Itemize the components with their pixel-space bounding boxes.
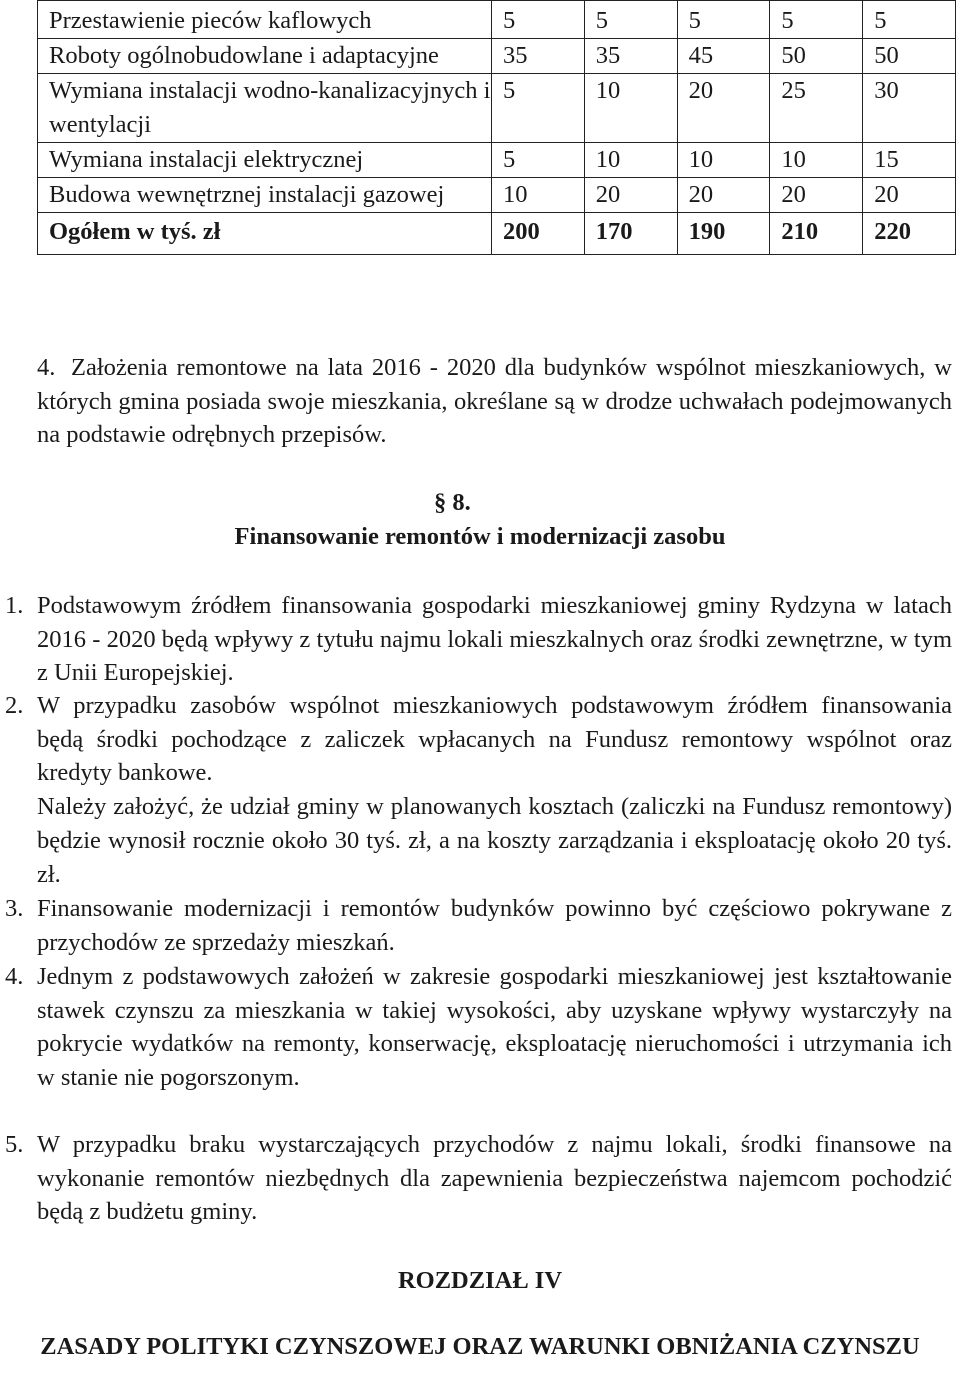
row-label: Wymiana instalacji wodno-kanalizacyjnych i wentylacji	[38, 74, 492, 143]
list-item	[0, 1128, 952, 1229]
row-label: Przestawienie pieców kaflowych	[38, 1, 492, 39]
item-number: 1.	[5, 592, 24, 619]
item-number: 5.	[5, 1131, 24, 1158]
cell-value: 20	[677, 178, 770, 213]
table-row	[38, 74, 956, 143]
cell-value: 50	[863, 39, 956, 74]
cell-value: 5	[584, 1, 677, 39]
table-total-row	[38, 213, 956, 255]
cell-value: 35	[584, 39, 677, 74]
section-sign: § 8.	[434, 489, 471, 516]
chapter-label: ROZDZIAŁ IV	[397, 1267, 563, 1294]
cell-value: 5	[863, 1, 956, 39]
cell-value: 10	[584, 143, 677, 178]
total-value: 170	[584, 213, 677, 255]
item-number: 3.	[5, 895, 24, 922]
cell-value: 20	[863, 178, 956, 213]
item-text: W przypadku zasobów wspólnot mieszkaniowych podstawowym źródłem finansowania będą środki pochodzące z zaliczek wpłacanych na Fundusz remontowy wspólnot oraz kredyty bankowe.	[37, 692, 952, 787]
table-row	[38, 1, 956, 39]
list-item	[0, 892, 952, 959]
cell-value: 20	[770, 178, 863, 213]
table-row	[38, 143, 956, 178]
cell-value: 10	[677, 143, 770, 178]
renovation-costs-table	[37, 0, 956, 255]
row-label: Roboty ogólnobudowlane i adaptacyjne	[38, 39, 492, 74]
item-number: 4.	[5, 963, 24, 990]
cell-value: 30	[863, 74, 956, 143]
cell-value: 25	[770, 74, 863, 143]
paragraph-number: 4.	[37, 354, 56, 381]
item-text: W przypadku braku wystarczających przychodów z najmu lokali, środki finansowe na wykonanie remontów niezbędnych dla zapewnienia bezpieczeństwa najemcom pochodzić będą z budżetu gminy.	[37, 1131, 952, 1226]
cell-value: 10	[492, 178, 585, 213]
table-row	[38, 178, 956, 213]
item-text-continued: Należy założyć, że udział gminy w planowanych kosztach (zaliczki na Fundusz remontowy) będzie wynosił rocznie około 30 tyś. zł, a na koszty zarządzania i eksploatację około 20 tyś. zł.	[37, 793, 952, 888]
cell-value: 20	[584, 178, 677, 213]
cell-value: 5	[492, 74, 585, 143]
row-label: Budowa wewnętrznej instalacji gazowej	[38, 178, 492, 213]
cell-value: 20	[677, 74, 770, 143]
cell-value: 10	[584, 74, 677, 143]
total-value: 190	[677, 213, 770, 255]
item-text: Finansowanie modernizacji i remontów budynków powinno być częściowo pokrywane z przychodów ze sprzedaży mieszkań.	[37, 895, 952, 956]
total-value: 200	[492, 213, 585, 255]
item-number: 2.	[5, 692, 24, 719]
cell-value: 10	[770, 143, 863, 178]
chapter-title: ZASADY POLITYKI CZYNSZOWEJ ORAZ WARUNKI OBNIŻANIA CZYNSZU	[40, 1333, 920, 1360]
cell-value: 15	[863, 143, 956, 178]
total-value: 210	[770, 213, 863, 255]
table-row	[38, 39, 956, 74]
item-text: Jednym z podstawowych założeń w zakresie gospodarki mieszkaniowej jest kształtowanie stawek czynszu za mieszkania w takiej wysokości, aby uzyskane wpływy wystarczyły na pokrycie wydatków na remonty, konserwację, eksploatację nieruchomości i utrzymania ich w stanie nie pogorszonym.	[37, 963, 952, 1092]
cell-value: 35	[492, 39, 585, 74]
cell-value: 45	[677, 39, 770, 74]
section-title: Finansowanie remontów i modernizacji zasobu	[234, 523, 726, 550]
list-item	[0, 960, 952, 1095]
total-label: Ogółem w tyś. zł	[38, 213, 492, 255]
item-text: Podstawowym źródłem finansowania gospodarki mieszkaniowej gminy Rydzyna w latach 2016 - 2020 będą wpływy z tytułu najmu lokali mieszkalnych oraz środki zewnętrzne, w tym z Unii Europejskiej.	[37, 592, 952, 687]
total-value: 220	[863, 213, 956, 255]
paragraph-4	[37, 351, 952, 452]
cell-value: 5	[492, 143, 585, 178]
cell-value: 50	[770, 39, 863, 74]
list-item	[0, 589, 952, 690]
cell-value: 5	[492, 1, 585, 39]
row-label: Wymiana instalacji elektrycznej	[38, 143, 492, 178]
paragraph-text: Założenia remontowe na lata 2016 - 2020 dla budynków wspólnot mieszkaniowych, w których gmina posiada swoje mieszkania, określane są w drodze uchwałach podejmowanych na podstawie odrębnych przepisów.	[37, 354, 952, 449]
cell-value: 5	[677, 1, 770, 39]
list-item	[0, 689, 952, 891]
cell-value: 5	[770, 1, 863, 39]
